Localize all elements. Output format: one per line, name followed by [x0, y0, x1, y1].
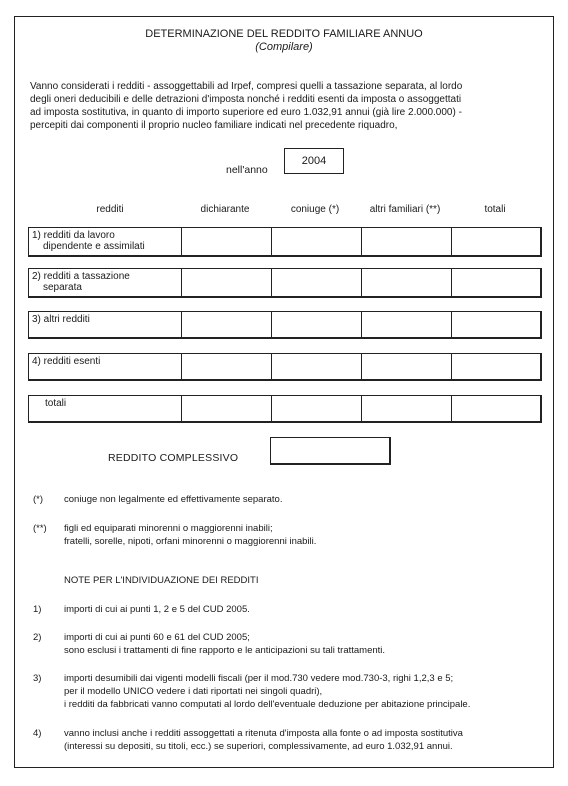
note-text: importi desumibili dai vigenti modelli fiscali (per il mod.730 vedere mod.730-3, righi 1,2,3 e 5; per il modello UNICO vedere i dati riportati nei singoli quadri), i redditi da fabbricati vanno computati al lordo dell'eventuale deduzione per abitazione principale. — [64, 673, 471, 710]
row-label — [32, 356, 180, 367]
note-text: importi di cui ai punti 60 e 61 del CUD 2005; sono esclusi i trattamenti di fine rapporto e le anticipazioni su tali trattamenti. — [64, 632, 386, 656]
note-number: 2) — [33, 632, 42, 643]
row-label — [45, 398, 193, 409]
table-row — [28, 353, 542, 381]
intro-line: Vanno considerati i redditi - assoggettabili ad Irpef, compresi quelli a tassazione separata, al lordo — [30, 81, 463, 92]
footnote-text: figli ed equiparati minorenni o maggiorenni inabili; fratelli, sorelle, nipoti, orfani minorenni o maggiorenni inabili. — [64, 523, 317, 547]
column-header-coniuge: coniuge (*) — [290, 204, 340, 215]
form-title: DETERMINAZIONE DEL REDDITO FAMILIARE ANNUO — [145, 28, 423, 40]
row-label — [32, 271, 180, 293]
row-label — [32, 230, 180, 252]
notes-heading: NOTE PER L'INDIVIDUAZIONE DEI REDDITI — [64, 575, 259, 586]
table-row — [28, 311, 542, 339]
column-header-dichiarante: dichiarante — [200, 204, 250, 215]
footnote-text: coniuge non legalmente ed effettivamente separato. — [64, 494, 283, 505]
note-text: importi di cui ai punti 1, 2 e 5 del CUD 2005. — [64, 604, 250, 615]
note-number: 3) — [33, 673, 42, 684]
note-text: vanno inclusi anche i redditi assoggettati a ritenuta d'imposta alla fonte o ad imposta sostitutiva (interessi su depositi, su titoli, ecc.) se superiori, complessivamente, ad euro 1.032,91 annui. — [64, 728, 463, 752]
intro-line: degli oneri deducibili e delle detrazioni d'imposta nonché i redditi esenti da imposta o assoggettati — [30, 94, 462, 105]
note-number: 4) — [33, 728, 42, 739]
row-label-line: 3) altri redditi — [32, 314, 90, 325]
column-header-redditi: redditi — [96, 204, 124, 215]
row-label-line: totali — [45, 398, 67, 409]
column-header-totali: totali — [484, 204, 506, 215]
intro-line: ad imposta sostitutiva, in quanto di importo superiore ed euro 1.032,91 annui (già lire 2.000.000) - — [30, 107, 462, 118]
intro-paragraph — [30, 80, 530, 132]
row-label — [32, 314, 180, 325]
year-field[interactable]: 2004 — [284, 148, 344, 174]
intro-line: percepiti dai componenti il proprio nucleo familiare indicati nel precedente riquadro, — [30, 120, 398, 131]
table-row — [28, 268, 542, 298]
reddito-complessivo-label: REDDITO COMPLESSIVO — [108, 452, 239, 464]
reddito-complessivo-field[interactable] — [270, 437, 391, 465]
row-label-line: 4) redditi esenti — [32, 356, 101, 367]
note-number: 1) — [33, 604, 42, 615]
row-label-line: 1) redditi da lavoro — [32, 230, 115, 241]
table-row — [28, 227, 542, 257]
year-label: nell'anno — [226, 164, 268, 176]
row-label-line: separata — [43, 282, 82, 293]
footnote-mark: (*) — [33, 494, 44, 505]
table-row-totali — [28, 395, 542, 423]
row-label-line: 2) redditi a tassazione — [32, 271, 130, 282]
row-label-line: dipendente e assimilati — [43, 241, 145, 252]
footnote-mark: (**) — [33, 523, 47, 534]
column-header-altri-familiari: altri familiari (**) — [369, 204, 441, 215]
form-subtitle: (Compilare) — [255, 41, 313, 53]
